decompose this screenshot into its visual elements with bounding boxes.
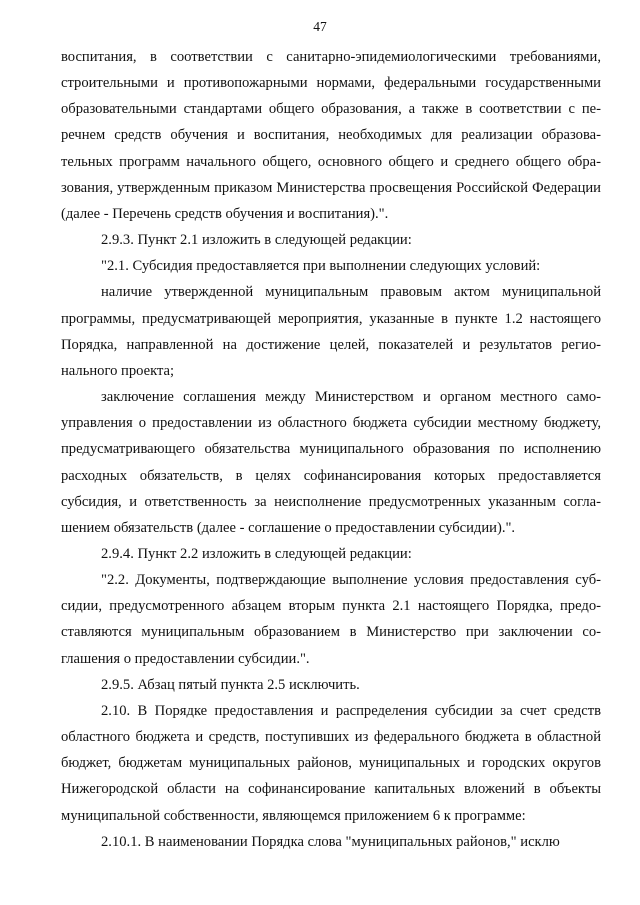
page-number: 47 bbox=[313, 19, 327, 34]
document-body bbox=[61, 44, 601, 855]
paragraph-condition-program: наличие утвержденной муниципальным правовым актом муниципальной программы, предусматривающей мероприятия, указанные в пункте 1.2 настоящего Порядка, направленной на достижение целей, показателей и результатов регионального проекта; bbox=[61, 284, 601, 379]
paragraph-quote-2-1: "2.1. Субсидия предоставляется при выполнении следующих условий: bbox=[101, 258, 541, 275]
paragraph-condition-agreement: заключение соглашения между Министерством и органом местного самоуправления о предоставлении из областного бюджета субсидии местному бюджету, предусматривающего обязательства муниципального образования по исполнению расходных обязательств, в целях софинансирования которых предоставляется субсидия, и ответственность за неисполнение предусмотренных указанным соглашением обязательств (далее - соглашение о предоставлении субсидии).". bbox=[61, 389, 601, 536]
paragraph-quote-2-2: "2.2. Документы, подтверждающие выполнение условия предоставления субсидии, предусмотренного абзацем вторым пункта 2.1 настоящего Порядка, предоставляются муниципальным образованием в Министерство при заключении соглашения о предоставлении субсидии.". bbox=[61, 572, 601, 667]
paragraph-2-9-4: 2.9.4. Пункт 2.2 изложить в следующей редакции: bbox=[101, 545, 412, 562]
paragraph-2-10-1: 2.10.1. В наименовании Порядка слова "муниципальных районов," исклю bbox=[101, 833, 560, 850]
paragraph-2-9-3: 2.9.3. Пункт 2.1 изложить в следующей редакции: bbox=[101, 232, 412, 249]
paragraph-2-10: 2.10. В Порядке предоставления и распределения субсидии за счет средств областного бюджета и средств, поступивших из федерального бюджета в областной бюджет, бюджетам муниципальных районов, муниципальных и городских округов Нижегородской области на софинансирование капитальных вложений в объекты муниципальной собственности, являющемся приложением 6 к программе: bbox=[61, 702, 601, 824]
paragraph-continuation: воспитания, в соответствии с санитарно-эпидемиологическими требованиями, строительными и противопожарными нормами, федеральными государственными образовательными стандартами общего образования, а также в соответствии с перечнем средств обучения и воспитания, необходимых для реализации образовательных программ начального общего, основного общего и среднего общего образования, утвержденным приказом Министерства просвещения Российской Федерации (далее - Перечень средств обучения и воспитания).". bbox=[61, 49, 601, 222]
paragraph-2-9-5: 2.9.5. Абзац пятый пункта 2.5 исключить. bbox=[101, 676, 360, 693]
